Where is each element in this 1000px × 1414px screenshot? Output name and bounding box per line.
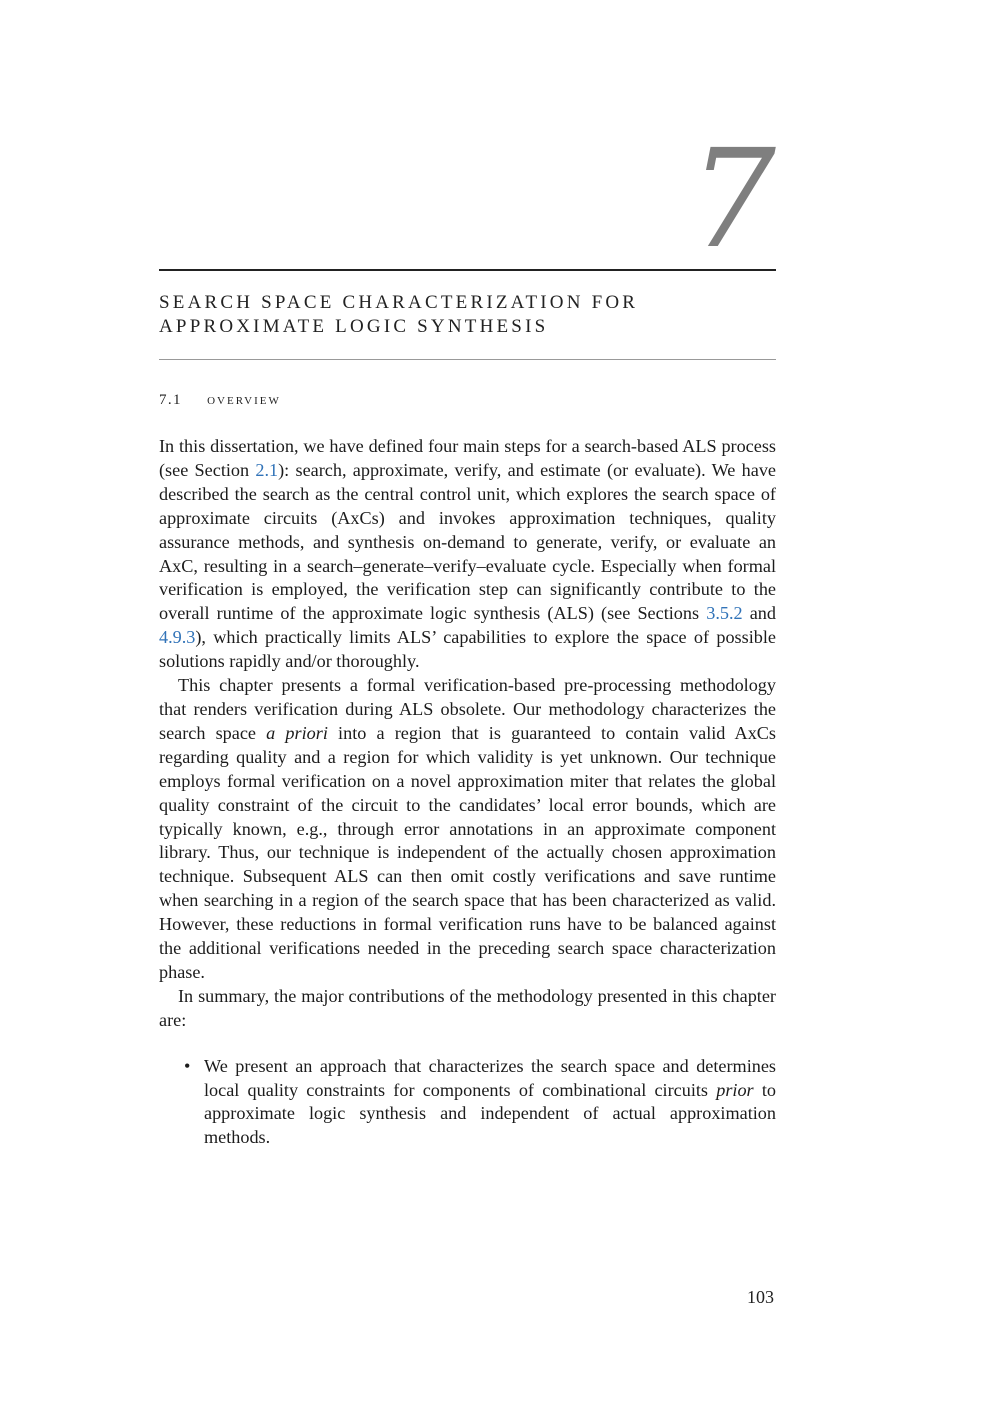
list-item-text: to approximate logic synthesis and independent of actual approximation methods.: [204, 1079, 776, 1148]
body-text: [159, 435, 776, 1150]
section-title: overview: [207, 392, 281, 408]
chapter-rule-top: [159, 269, 776, 271]
chapter-title-line-2: APPROXIMATE LOGIC SYNTHESIS: [159, 316, 549, 337]
chapter-number: 7: [689, 121, 776, 279]
paragraph-text: This chapter presents a formal verification-based pre-processing methodology that renders verification during ALS obsolete. Our methodology characterizes the search space: [159, 675, 776, 743]
paragraph-text: and: [742, 603, 776, 624]
page-number: 103: [747, 1287, 774, 1307]
section-reference-link[interactable]: 4.9.3: [159, 627, 196, 648]
bullet-icon: •: [184, 1055, 191, 1076]
list-item-text: We present an approach that characterizes the search space and determines local quality constraints for components of combinational circuits: [204, 1055, 776, 1100]
paragraph-text: ), which practically limits ALS’ capabilities to explore the space of possible solutions rapidly and/or thoroughly.: [159, 627, 776, 672]
section-reference-link[interactable]: 2.1: [255, 459, 279, 480]
paragraph-text: In summary, the major contributions of the methodology presented in this chapter are:: [159, 985, 776, 1030]
emphasis-text: prior: [716, 1079, 754, 1100]
chapter-rule-bottom: [159, 359, 776, 360]
paragraph-text: ): search, approximate, verify, and estimate (or evaluate). We have described the search as the central control unit, which explores the search space of approximate circuits (AxCs) and invokes approximation techniques, quality assurance methods, and synthesis on-demand to generate, verify, or evaluate an AxC, resulting in a search–generate–verify–evaluate cycle. Especially when formal verification is employed, the verification step can significantly contribute to the overall runtime of the approximate logic synthesis (ALS) (see Sections: [159, 459, 776, 624]
chapter-title-line-1: SEARCH SPACE CHARACTERIZATION FOR: [159, 292, 639, 313]
section-reference-link[interactable]: 3.5.2: [706, 603, 743, 624]
emphasis-text: a priori: [266, 722, 328, 743]
paragraph-text: into a region that is guaranteed to contain valid AxCs regarding quality and a region for which validity is yet unknown. Our technique employs formal verification on a novel approximation miter that relates the global quality constraint of the circuit to the candidates’ local error bounds, which are typically known, e.g., through error annotations in an approximate component library. Thus, our technique is independent of the actually chosen approximation technique. Subsequent ALS can then omit costly verifications and save runtime when searching in a region of the search space that has been characterized as valid. However, these reductions in formal verification runs have to be balanced against the additional verifications needed in the preceding search space characterization phase.: [159, 722, 776, 982]
paragraph-2: [159, 674, 776, 985]
chapter-title: [159, 291, 776, 339]
paragraph-text: In this dissertation, we have defined four main steps for a search-based ALS process (see Section: [159, 436, 776, 480]
section-number: 7.1: [159, 392, 182, 408]
section-heading: [159, 392, 281, 409]
paragraph-1: [159, 435, 776, 674]
contributions-list: [159, 1055, 776, 1151]
paragraph-3: [159, 985, 776, 1033]
list-item: [159, 1055, 776, 1151]
